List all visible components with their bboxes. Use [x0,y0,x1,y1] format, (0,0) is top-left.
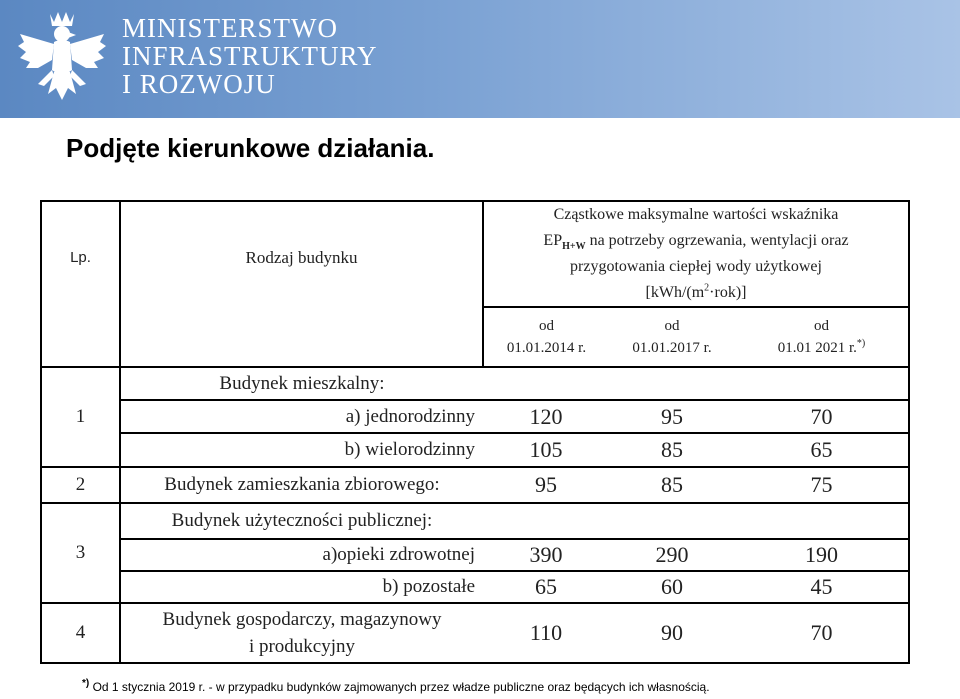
row-3a-value-2017: 290 [609,539,735,571]
row-3b-label: b) pozostałe [120,571,483,603]
unit-part-b: ·rok)] [709,284,747,301]
date-text: 01.01 2021 r. [777,340,857,356]
row-4-value-2017: 90 [609,603,735,663]
row-2-lp: 2 [41,467,120,503]
ministry-line-2: INFRASTRUKTURY [122,41,378,71]
row-1-lp: 1 [41,367,120,467]
footnote-marker: *) [82,678,90,689]
unit-part-a: [kWh/(m [645,284,705,301]
header-lp: Lp. [41,201,120,367]
ep-symbol: EP [543,232,563,249]
energy-index-table [40,200,910,664]
date-value [735,337,908,359]
row-1a-value-2017: 95 [609,400,735,433]
row-3a-value-2014: 390 [483,539,609,571]
row-1b-value-2017: 85 [609,433,735,467]
row-4-line-1: Budynek gospodarczy, magazynowy [162,609,442,630]
row-1b-value-2014: 105 [483,433,609,467]
footnote-mark: *) [856,338,866,349]
row-1b-label: b) wielorodzinny [120,433,483,467]
unit-superscript: 2 [704,282,710,294]
row-3b-value-2014: 65 [483,571,609,603]
date-col-2021 [735,307,909,367]
row-3-title: Budynek użyteczności publicznej: [120,503,483,539]
date-od-label: od [664,318,680,334]
row-2-label: Budynek zamieszkania zbiorowego: [120,467,483,503]
row-1b-value-2021: 65 [735,433,909,467]
footnote-text: Od 1 stycznia 2019 r. - w przypadku budynków zajmowanych przez władze publiczne oraz będących ich własnością. [89,680,710,694]
header-unit [484,280,908,306]
row-2-value-2017: 85 [609,467,735,503]
date-od-label: od [539,318,554,334]
header-line-2 [484,228,908,254]
date-value: 01.01.2014 r. [506,340,587,356]
row-1-title: Budynek mieszkalny: [120,367,483,400]
row-1a-label: a) jednorodzinny [120,400,483,433]
ministry-line-1: MINISTERSTWO [122,13,338,43]
row-1a-value-2021: 70 [735,400,909,433]
date-value: 01.01.2017 r. [632,340,712,356]
page-title: Podjęte kierunkowe działania. [66,133,435,163]
row-3b-value-2017: 60 [609,571,735,603]
ministry-line-3: I ROZWOJU [122,69,276,99]
row-3a-value-2021: 190 [735,539,909,571]
row-2-value-2014: 95 [483,467,609,503]
footnote [82,680,710,694]
header-building-type: Rodzaj budynku [120,201,483,367]
row-4-value-2021: 70 [735,603,909,663]
row-2-value-2021: 75 [735,467,909,503]
header-line-3: przygotowania ciepłej wody użytkowej [570,258,822,275]
ministry-banner [0,0,960,118]
date-od-label: od [814,318,829,334]
date-col-2017 [609,307,735,367]
ministry-name [122,14,378,98]
eagle-emblem-icon [14,8,110,108]
header-index-group [483,201,909,307]
date-col-2014 [483,307,609,367]
row-3b-value-2021: 45 [735,571,909,603]
header-line-2-rest: na potrzeby ogrzewania, wentylacji oraz [585,232,849,249]
row-4-line-2: i produkcyjny [248,636,356,657]
ep-subscript: H+W [562,241,586,253]
row-4-lp: 4 [41,603,120,663]
row-3a-label: a)opieki zdrowotnej [120,539,483,571]
row-3-lp: 3 [41,503,120,603]
row-4-value-2014: 110 [483,603,609,663]
header-line-1: Cząstkowe maksymalne wartości wskaźnika [553,206,839,223]
row-4-label [120,603,483,663]
row-1a-value-2014: 120 [483,400,609,433]
